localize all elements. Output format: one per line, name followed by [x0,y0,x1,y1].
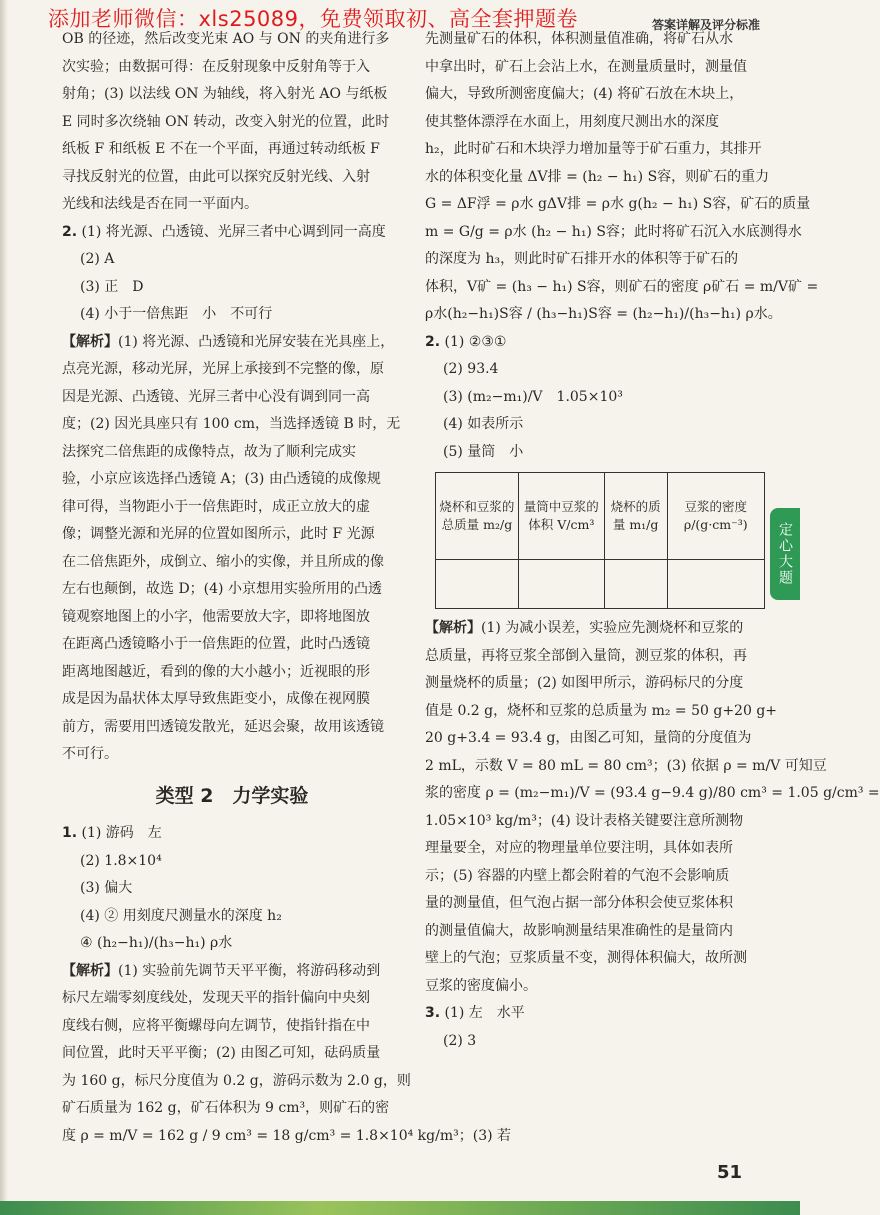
analysis-label: 【解析】 [62,333,118,350]
analysis-line: 点亮光源，移动光屏，光屏上承接到不完整的像，原 [62,361,384,377]
answer-line: (5) 量筒 小 [443,443,524,460]
text-line: ρ水(h₂−h₁)S容 / (h₃−h₁)S容 = (h₂−h₁)/(h₃−h₁) ρ水。 [425,306,782,322]
chapter-side-tab: 定心大题 [770,508,800,600]
text-line: G = ΔF浮 = ρ水 gΔV排 = ρ水 g(h₂ − h₁) S容，矿石的质量 [425,196,811,212]
question-2-answers [425,329,765,467]
analysis-line: 壁上的气泡；豆浆质量不变，测得体积偏大，故所测 [425,950,747,966]
watermark-text: 添加老师微信：xls25089，免费领取初、高全套押题卷 [48,7,579,31]
analysis-label: 【解析】 [425,620,481,636]
answer-line: (4) 小于一倍焦距 小 不可行 [80,306,273,322]
text-line: 使其整体漂浮在水面上，用刻度尺测出水的深度 [425,113,719,130]
analysis-line: 20 g+3.4 = 93.4 g，由图乙可知，量筒的分度值为 [425,730,752,746]
analysis-line: 距离地图越近，看到的像的大小越小；近视眼的形 [62,663,370,680]
answer-line: (3) (m₂−m₁)/V 1.05×10³ [443,388,623,405]
table-header-cell: 量筒中豆浆的体积 V/cm³ [518,473,604,560]
answer-line: (1) 左 水平 [444,1005,525,1021]
answer-line: (1) 游码 左 [81,825,162,841]
analysis-line: 前方，需要用凹透镜发散光，延迟会聚，故用该透镜 [62,718,384,735]
table-cell-empty [604,560,667,609]
table-header-cell: 烧杯和豆浆的总质量 m₂/g [436,473,519,560]
analysis-line: 豆浆的密度偏小。 [425,977,537,994]
analysis-line: 律可得，当物距小于一倍焦距时，成正立放大的虚 [62,498,370,515]
text-line: 射角；(3) 以法线 ON 为轴线，将入射光 AO 与纸板 [62,86,388,102]
text-line: m = G/g = ρ水 (h₂ − h₁) S容；此时将矿石沉入水底测得水 [425,223,802,240]
text-line: h₂，此时矿石和木块浮力增加量等于矿石重力，其排开 [425,141,762,157]
text-line: 光线和法线是否在同一平面内。 [62,196,258,212]
text-line: E 同时多次绕轴 ON 转动，改变入射光的位置，此时 [62,113,390,130]
section-title: 类型 2 力学实验 [155,784,309,807]
question-1-answers [62,820,402,958]
analysis-line: 总质量，再将豆浆全部倒入量筒，测豆浆的体积，再 [425,647,747,664]
text-line: 水的体积变化量 ΔV排 = (h₂ − h₁) S容，则矿石的重力 [425,168,770,185]
table-cell-empty [667,560,764,609]
analysis-line: 量的测量值，但气泡占据一部分体积会使豆浆体积 [425,895,733,911]
answer-line: (3) 正 D [80,278,144,295]
text-line: 寻找反射光的位置，由此可以探究反射光线、入射 [62,168,370,185]
analysis-line: 在二倍焦距外，成倒立、缩小的实像，并且所成的像 [62,553,384,570]
answer-line: ④ (h₂−h₁)/(h₃−h₁) ρ水 [80,935,233,951]
table-cell-empty [436,560,519,609]
table-header-row [436,473,765,560]
analysis-line: 在距离凸透镜略小于一倍焦距的位置，此时凸透镜 [62,636,370,652]
analysis-line: (1) 将光源、凸透镜和光屏安装在光具座上， [118,333,395,350]
question-number: 2. [62,223,78,240]
analysis-line: 间位置，此时天平平衡；(2) 由图乙可知，砝码质量 [62,1045,381,1061]
right-top-paragraph [425,26,819,329]
page-edge-shadow [0,0,8,1215]
question-number: 3. [425,1005,441,1021]
table-header-cell: 烧杯的质量 m₁/g [604,473,667,560]
analysis-line: 度；(2) 因光具座只有 100 cm，当选择透镜 B 时，无 [62,416,401,432]
text-line: 先测量矿石的体积，体积测量值准确，将矿石从水 [425,31,733,47]
table-cell-empty [518,560,604,609]
question-3-answers [425,1000,765,1055]
answer-line: (1) 将光源、凸透镜、光屏三者中心调到同一高度 [81,223,386,240]
question-2-analysis [425,615,880,1000]
analysis-line: 浆的密度 ρ = (m₂−m₁)/V = (93.4 g−9.4 g)/80 cm³ = 1.05 g/cm³ = [425,785,880,801]
analysis-line: 2 mL，示数 V = 80 mL = 80 cm³；(3) 依据 ρ = m/V 可知豆 [425,757,827,774]
analysis-line: 度线右侧，应将平衡螺母向左调节，使指针指在中 [62,1017,370,1034]
analysis-line: 不可行。 [62,746,118,762]
analysis-line: 成是因为晶状体太厚导致焦距变小，成像在视网膜 [62,691,370,707]
analysis-line: 矿石质量为 162 g，矿石体积为 9 cm³，则矿石的密 [62,1100,390,1116]
text-line: 纸板 F 和纸板 E 不在一个平面，再通过转动纸板 F [62,141,380,157]
analysis-line: 测量烧杯的质量；(2) 如图甲所示，游码标尺的分度 [425,675,744,691]
analysis-label: 【解析】 [62,962,118,979]
answer-line: (1) ②③① [444,333,507,350]
text-line: 体积，V矿 = (h₃ − h₁) S容，则矿石的密度 ρ矿石 = m/V矿 = [425,278,819,295]
left-top-paragraph [62,26,402,219]
text-line: 的深度为 h₃，则此时矿石排开水的体积等于矿石的 [425,251,739,267]
analysis-line: 左右也颠倒，故选 D；(4) 小京想用实验所用的凸透 [62,581,382,597]
header-title: 答案详解及评分标准 [651,18,760,32]
analysis-line: 度 ρ = m/V = 162 g / 9 cm³ = 18 g/cm³ = 1.8×10⁴ kg/m³；(3) 若 [62,1127,512,1144]
table-row [436,560,765,609]
analysis-line: (1) 实验前先调节天平平衡，将游码移动到 [118,962,381,979]
answer-line: (2) 93.4 [443,361,499,377]
answer-line: (4) 如表所示 [443,416,524,432]
analysis-line: 法探究二倍焦距的成像特点，故为了顺利完成实 [62,443,356,460]
analysis-line: 像；调整光源和光屏的位置如图所示，此时 F 光源 [62,526,375,542]
question-number: 2. [425,333,441,350]
answer-line: (2) A [80,251,115,267]
analysis-line: 示；(5) 容器的内壁上都会附着的气泡不会影响质 [425,867,730,884]
question-number: 1. [62,825,78,841]
table-header-cell: 豆浆的密度 ρ/(g·cm⁻³) [667,473,764,560]
answer-line: (2) 1.8×10⁴ [80,852,162,869]
answer-line: (2) 3 [443,1032,477,1049]
text-line: 次实验；由数据可得：在反射现象中反射角等于入 [62,58,370,75]
analysis-line: 标尺左端零刻度线处，发现天平的指针偏向中央刻 [62,990,370,1006]
bottom-decor-band [0,1201,800,1215]
text-line: 偏大，导致所测密度偏大；(4) 将矿石放在木块上， [425,86,744,102]
text-line: OB 的径迹，然后改变光束 AO 与 ON 的夹角进行多 [62,31,390,47]
answer-line: (4) ② 用刻度尺测量水的深度 h₂ [80,907,282,924]
analysis-line: 因是光源、凸透镜、光屏三者中心没有调到同一高 [62,388,370,405]
question-2-answers [62,219,402,329]
question-2-analysis [62,329,402,769]
analysis-line: 1.05×10³ kg/m³；(4) 设计表格关键要注意所测物 [425,812,744,829]
analysis-line: 理量要全，对应的物理量单位要注明，具体如表所 [425,840,733,856]
data-table [435,472,765,609]
analysis-line: 验，小京应该选择凸透镜 A；(3) 由凸透镜的成像规 [62,471,381,487]
analysis-line: (1) 为减小误差，实验应先测烧杯和豆浆的 [481,620,744,636]
analysis-line: 的测量值偏大，故影响测量结果准确性的是量筒内 [425,922,733,939]
text-line: 中拿出时，矿石上会沾上水，在测量质量时，测量值 [425,58,747,75]
analysis-line: 镜观察地图上的小字，他需要放大字，即将地图放 [62,608,370,625]
analysis-line: 为 160 g，标尺分度值为 0.2 g，游码示数为 2.0 g，则 [62,1072,411,1089]
answer-line: (3) 偏大 [80,880,133,896]
page-number: 51 [716,1162,742,1183]
analysis-line: 值是 0.2 g，烧杯和豆浆的总质量为 m₂ = 50 g+20 g+ [425,702,778,719]
